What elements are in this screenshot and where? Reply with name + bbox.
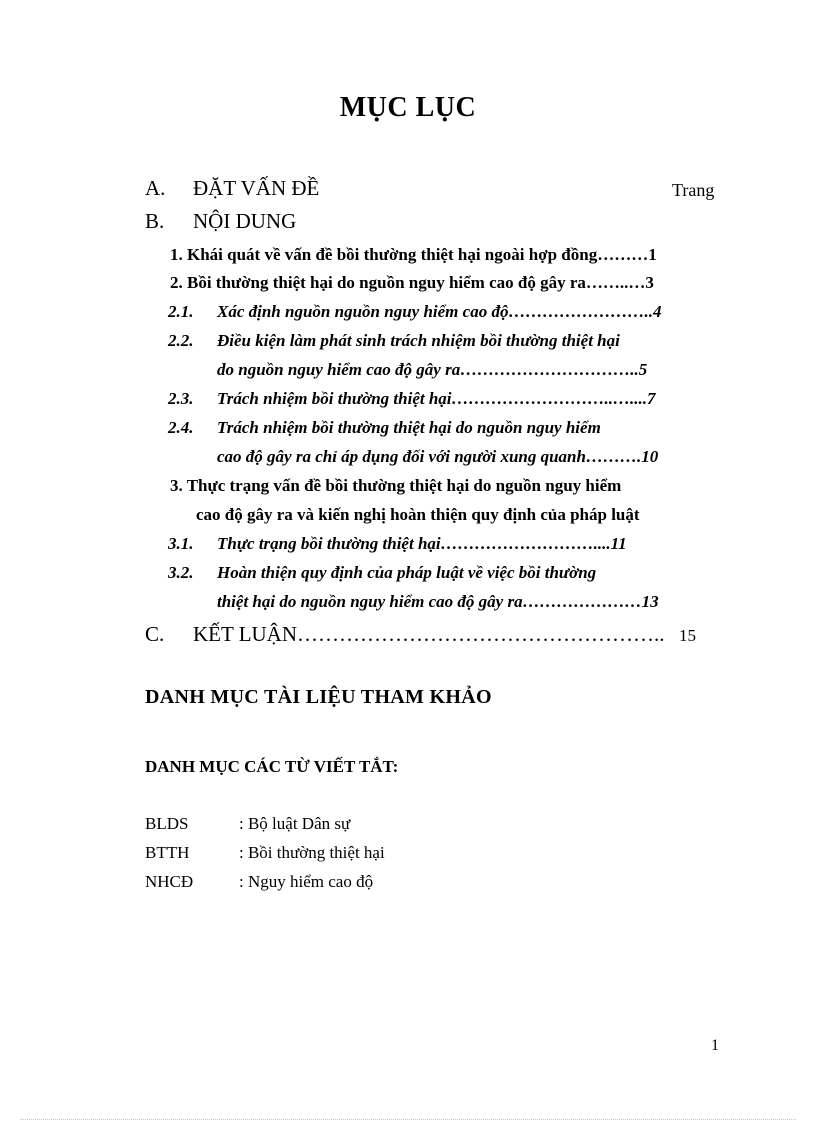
item-number: 3.1. bbox=[168, 534, 194, 553]
toc-item-2-3 bbox=[168, 389, 708, 411]
abbreviation-row bbox=[145, 843, 545, 865]
abbreviation-row bbox=[145, 814, 545, 836]
abbreviation-row bbox=[145, 872, 545, 894]
abbreviation-key: BLDS bbox=[145, 814, 189, 833]
item-text: Trách nhiệm bồi thường thiệt hại………………………..…....7 bbox=[217, 389, 656, 408]
abbreviation-key: BTTH bbox=[145, 843, 190, 862]
item-text: Hoàn thiện quy định của pháp luật về việc bồi thường bbox=[217, 563, 597, 582]
toc-item-3: 3. Thực trạng vấn đề bồi thường thiệt hại do nguồn nguy hiểm bbox=[170, 476, 622, 495]
toc-section-a bbox=[145, 176, 445, 204]
page-number: 1 bbox=[711, 1037, 719, 1054]
toc-item-3-cont: cao độ gây ra và kiến nghị hoàn thiện quy định của pháp luật bbox=[196, 505, 640, 524]
section-number: A. bbox=[145, 176, 166, 200]
page-title: MỤC LỤC bbox=[339, 92, 477, 123]
section-number: B. bbox=[145, 209, 165, 233]
abbreviation-value: : Bồi thường thiệt hại bbox=[239, 843, 385, 862]
page-column-label: Trang bbox=[672, 180, 715, 200]
abbreviations-heading: DANH MỤC CÁC TỪ VIẾT TẮT: bbox=[145, 757, 399, 776]
item-number: 2.3. bbox=[168, 389, 194, 408]
item-text: Thực trạng bồi thường thiệt hại………………………....11 bbox=[217, 534, 627, 553]
toc-item-3-1 bbox=[168, 534, 708, 556]
toc-item-2-4 bbox=[168, 418, 708, 440]
toc-item-2-4-cont: cao độ gây ra chỉ áp dụng đối với người xung quanh……….10 bbox=[217, 447, 659, 466]
item-number: 2.4. bbox=[168, 418, 194, 437]
toc-item-1: 1. Khái quát về vấn đề bồi thường thiệt hại ngoài hợp đồng………1 bbox=[170, 245, 657, 264]
toc-item-2: 2. Bồi thường thiệt hại do nguồn nguy hiểm cao độ gây ra……..…3 bbox=[170, 273, 654, 292]
page-bottom-divider bbox=[20, 1119, 796, 1120]
toc-item-3-2-cont: thiệt hại do nguồn nguy hiểm cao độ gây ra…………………13 bbox=[217, 592, 659, 611]
toc-section-b bbox=[145, 209, 445, 237]
toc-item-2-1 bbox=[168, 302, 708, 324]
section-number: C. bbox=[145, 622, 165, 646]
abbreviation-value: : Bộ luật Dân sự bbox=[239, 814, 351, 833]
item-text: Điều kiện làm phát sinh trách nhiệm bồi thường thiệt hại bbox=[217, 331, 620, 350]
item-text: Trách nhiệm bồi thường thiệt hại do nguồn nguy hiểm bbox=[217, 418, 601, 437]
abbreviation-key: NHCĐ bbox=[145, 872, 194, 891]
section-title: KẾT LUẬN…………………………………………….. bbox=[193, 622, 665, 646]
toc-item-3-2 bbox=[168, 563, 708, 585]
section-title: NỘI DUNG bbox=[193, 209, 297, 233]
item-text: Xác định nguồn nguồn nguy hiểm cao độ……………………..4 bbox=[217, 302, 662, 321]
references-heading: DANH MỤC TÀI LIỆU THAM KHẢO bbox=[145, 686, 492, 708]
toc-item-2-2-cont: do nguồn nguy hiểm cao độ gây ra…………………………..5 bbox=[217, 360, 648, 379]
item-number: 3.2. bbox=[168, 563, 194, 582]
toc-item-2-2 bbox=[168, 331, 708, 353]
toc-section-c-page: 15 bbox=[679, 626, 696, 645]
item-number: 2.1. bbox=[168, 302, 194, 321]
abbreviation-value: : Nguy hiểm cao độ bbox=[239, 872, 374, 891]
toc-section-c bbox=[145, 622, 705, 650]
section-title: ĐẶT VẤN ĐỀ bbox=[193, 176, 320, 200]
item-number: 2.2. bbox=[168, 331, 194, 350]
